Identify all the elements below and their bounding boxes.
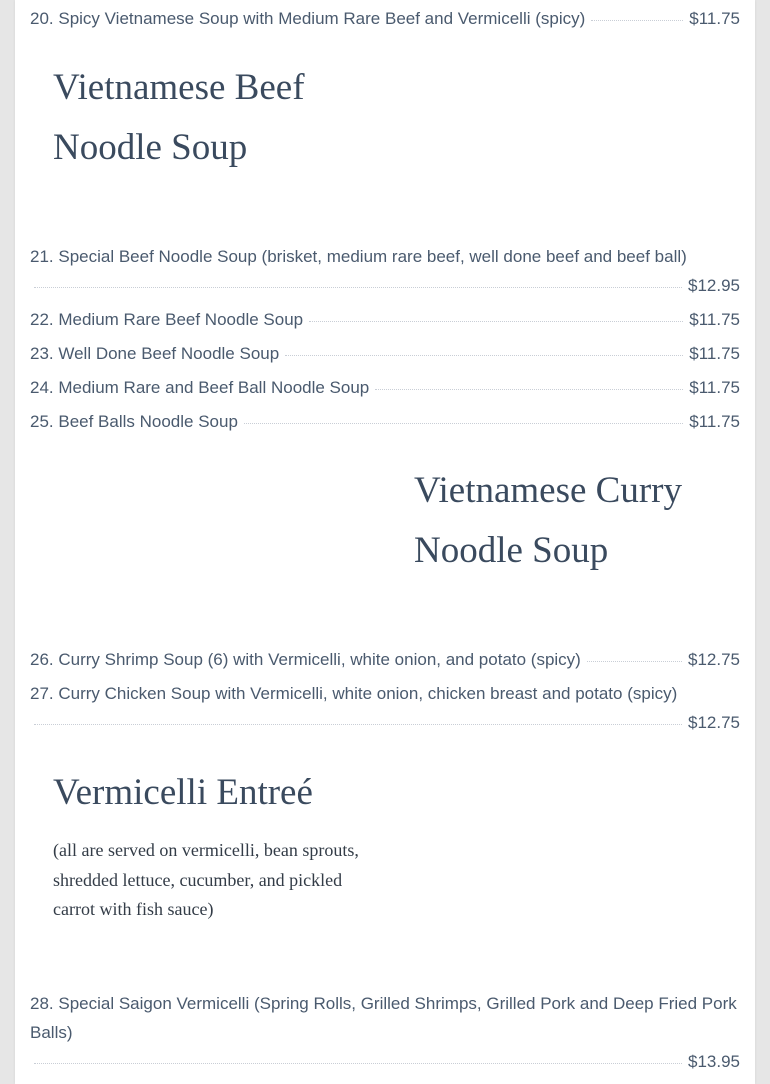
section-heading-beef [53, 58, 305, 178]
menu-item [30, 4, 740, 33]
item-name: 26. Curry Shrimp Soup (6) with Vermicelli, white onion, and potato (spicy) [30, 650, 581, 669]
item-price: $12.95 [688, 276, 740, 295]
heading-line: Vermicelli Entreé [53, 772, 313, 813]
item-name: 23. Well Done Beef Noodle Soup [30, 344, 280, 363]
item-name: 21. Special Beef Noodle Soup (brisket, medium rare beef, well done beef and beef ball) [30, 247, 687, 266]
dot-leader [375, 389, 683, 390]
item-price: $11.75 [689, 378, 740, 397]
item-name: 20. Spicy Vietnamese Soup with Medium Rare Beef and Vermicelli (spicy) [30, 9, 586, 28]
menu-item [30, 305, 740, 334]
menu-item [30, 989, 740, 1076]
menu-item [30, 339, 740, 368]
item-name: 25. Beef Balls Noodle Soup [30, 412, 238, 431]
item-name: 28. Special Saigon Vermicelli (Spring Rolls, Grilled Shrimps, Grilled Pork and Deep Fried Pork Balls) [30, 994, 737, 1042]
heading-line: Vietnamese Beef [53, 67, 305, 108]
item-price: $12.75 [688, 713, 740, 732]
section-heading-vermicelli [53, 763, 313, 823]
section-note: (all are served on vermicelli, bean sprouts, shredded lettuce, cucumber, and pickled carrot with fish sauce) [53, 840, 359, 919]
dot-leader [34, 1063, 682, 1064]
item-price: $12.75 [688, 650, 740, 669]
dot-leader [587, 661, 682, 662]
menu-item [30, 679, 740, 737]
dot-leader [34, 287, 682, 288]
menu-item [30, 645, 740, 674]
menu-item [30, 242, 740, 300]
item-price: $13.95 [688, 1052, 740, 1071]
item-name: 22. Medium Rare Beef Noodle Soup [30, 310, 304, 329]
item-price: $11.75 [689, 412, 740, 431]
item-name: 27. Curry Chicken Soup with Vermicelli, white onion, chicken breast and potato (spicy) [30, 684, 678, 703]
dot-leader [309, 321, 683, 322]
dot-leader [285, 355, 683, 356]
item-name: 24. Medium Rare and Beef Ball Noodle Soup [30, 378, 370, 397]
dot-leader [34, 724, 682, 725]
heading-line: Noodle Soup [53, 127, 248, 168]
item-price: $11.75 [689, 310, 740, 329]
dot-leader [591, 20, 683, 21]
section-heading-curry [414, 461, 682, 581]
menu-item [30, 373, 740, 402]
heading-line: Vietnamese Curry [414, 470, 682, 511]
item-price: $11.75 [689, 9, 740, 28]
heading-line: Noodle Soup [414, 530, 609, 571]
menu-item [30, 407, 740, 436]
item-price: $11.75 [689, 344, 740, 363]
dot-leader [244, 423, 683, 424]
